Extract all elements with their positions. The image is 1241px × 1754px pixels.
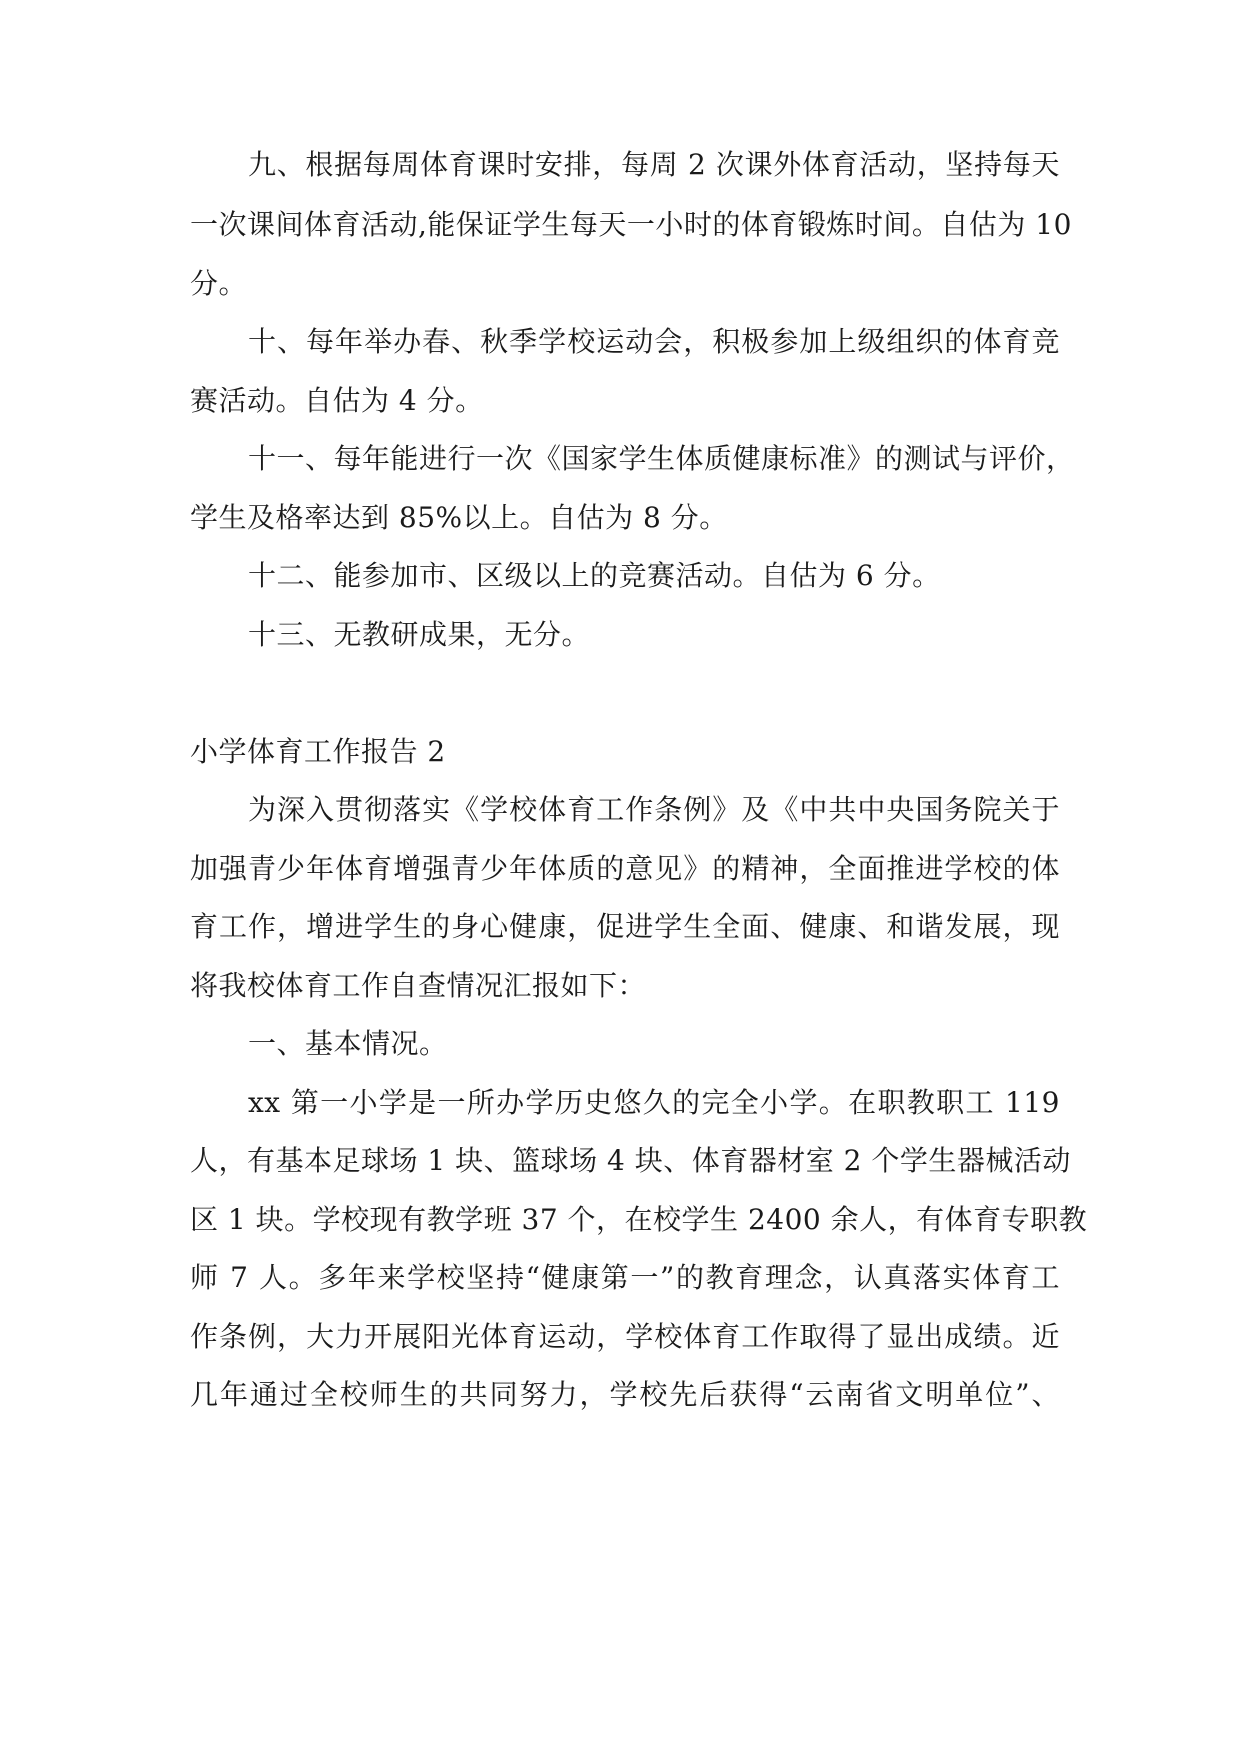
basic-line-1: xx 第一小学是一所办学历史悠久的完全小学。在职教职工 119 xyxy=(248,1086,1060,1119)
paragraph-9-line-1: 九、根据每周体育课时安排，每周 2 次课外体育活动，坚持每天 xyxy=(248,148,1060,181)
paragraph-13: 十三、无教研成果，无分。 xyxy=(248,618,591,651)
paragraph-10-line-1: 十、每年举办春、秋季学校运动会，积极参加上级组织的体育竞 xyxy=(248,325,1060,358)
intro-line-1: 为深入贯彻落实《学校体育工作条例》及《中共中央国务院关于 xyxy=(248,793,1060,826)
heading-basic-situation: 一、基本情况。 xyxy=(248,1027,448,1060)
basic-line-2: 人，有基本足球场 1 块、篮球场 4 块、体育器材室 2 个学生器械活动 xyxy=(190,1144,1071,1177)
basic-line-3: 区 1 块。学校现有教学班 37 个，在校学生 2400 余人，有体育专职教 xyxy=(190,1203,1088,1236)
paragraph-11-line-2: 学生及格率达到 85%以上。自估为 8 分。 xyxy=(190,501,728,534)
intro-line-3: 育工作，增进学生的身心健康，促进学生全面、健康、和谐发展，现 xyxy=(190,910,1060,943)
basic-line-5: 作条例，大力开展阳光体育运动，学校体育工作取得了显出成绩。近 xyxy=(190,1320,1060,1353)
paragraph-10-line-2: 赛活动。自估为 4 分。 xyxy=(190,384,484,417)
section-title: 小学体育工作报告 2 xyxy=(190,735,446,768)
paragraph-9-line-2: 一次课间体育活动,能保证学生每天一小时的体育锻炼时间。自估为 10 xyxy=(190,208,1072,241)
paragraph-9-line-3: 分。 xyxy=(190,267,248,300)
intro-line-4: 将我校体育工作自查情况汇报如下： xyxy=(190,969,647,1002)
intro-line-2: 加强青少年体育增强青少年体质的意见》的精神，全面推进学校的体 xyxy=(190,852,1060,885)
paragraph-12: 十二、能参加市、区级以上的竞赛活动。自估为 6 分。 xyxy=(248,559,941,592)
paragraph-11-line-1: 十一、每年能进行一次《国家学生体质健康标准》的测试与评价， xyxy=(248,442,1075,475)
basic-line-4: 师 7 人。多年来学校坚持“健康第一”的教育理念，认真落实体育工 xyxy=(190,1261,1060,1294)
basic-line-6: 几年通过全校师生的共同努力，学校先后获得“云南省文明单位”、 xyxy=(190,1378,1060,1411)
